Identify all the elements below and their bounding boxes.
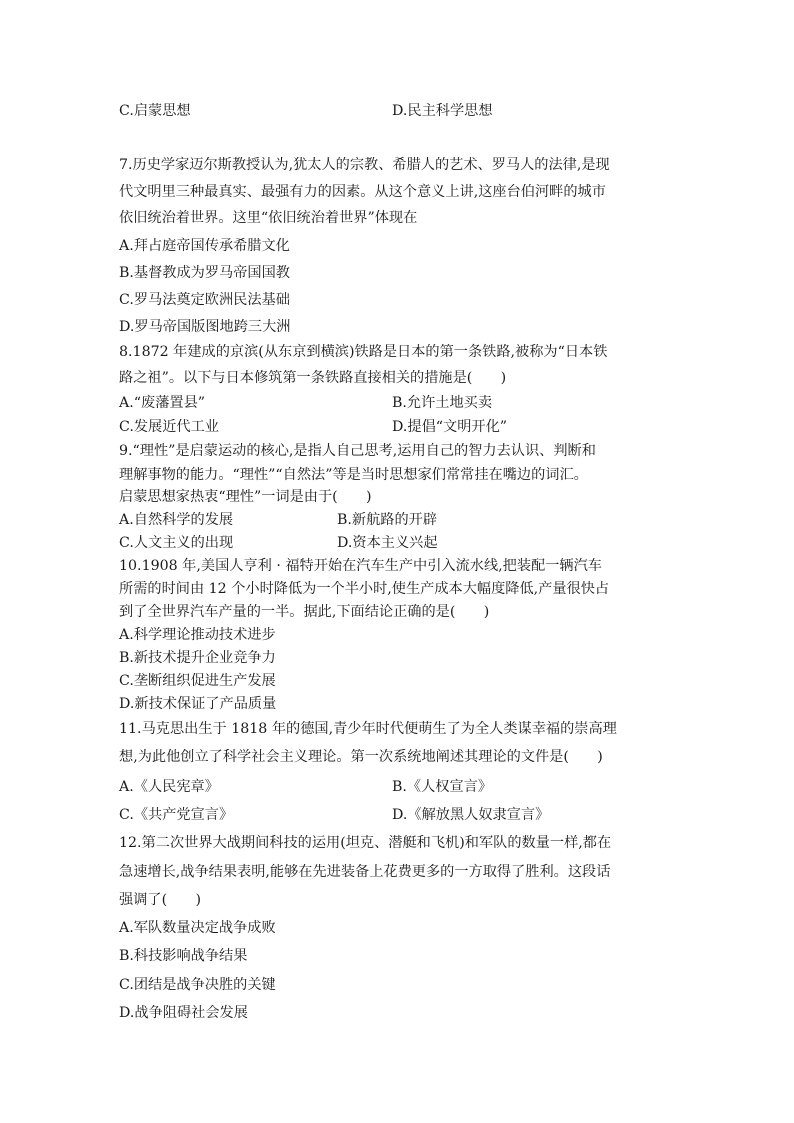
option-c: C.人文主义的出现	[119, 535, 234, 551]
question-text: 10.1908 年,美国人亨利 · 福特开始在汽车生产中引入流水线,把装配一辆汽车	[119, 558, 602, 574]
option-d: D.战争阻碍社会发展	[119, 1005, 248, 1021]
question-text: 理解事物的能力。“理性”“自然法”等是当时思想家们常常挂在嘴边的词汇。	[119, 467, 588, 483]
question-text: 强调了( )	[119, 892, 202, 908]
option-c: C.启蒙思想	[119, 103, 191, 119]
option-d: D.提倡“文明开化”	[392, 419, 508, 435]
option-d: D.新技术保证了产品质量	[119, 696, 277, 712]
option-d: D.资本主义兴起	[337, 535, 438, 551]
option-a: A.“废藩置县”	[119, 395, 206, 411]
option-c: C.发展近代工业	[119, 419, 219, 435]
option-d: D.罗马帝国版图地跨三大洲	[119, 319, 291, 335]
option-d: D.《解放黑人奴隶宣言》	[392, 807, 550, 823]
option-c: C.垄断组织促进生产发展	[119, 673, 276, 689]
option-b: B.新航路的开辟	[337, 512, 438, 528]
option-c: C.罗马法奠定欧洲民法基础	[119, 292, 290, 308]
question-text: 启蒙思想家热衷“理性”一词是由于( )	[119, 489, 372, 505]
question-text: 11.马克思出生于 1818 年的德国,青少年时代便萌生了为全人类谋幸福的崇高理	[119, 721, 617, 737]
option-b: B.科技影响战争结果	[119, 948, 248, 964]
question-text: 急速增长,战争结果表明,能够在先进装备上花费更多的一方取得了胜利。这段话	[119, 864, 611, 880]
option-a: A.自然科学的发展	[119, 512, 234, 528]
question-text: 12.第二次世界大战期间科技的运用(坦克、潜艇和飞机)和军队的数量一样,都在	[119, 835, 612, 851]
question-text: 9.“理性”是启蒙运动的核心,是指人自己思考,运用自己的智力去认识、判断和	[119, 443, 596, 459]
question-text: 依旧统治着世界。这里“依旧统治着世界”体现在	[119, 210, 418, 226]
question-text: 8.1872 年建成的京滨(从东京到横滨)铁路是日本的第一条铁路,被称为“日本铁	[119, 344, 608, 360]
question-text: 7.历史学家迈尔斯教授认为,犹太人的宗教、希腊人的艺术、罗马人的法律,是现	[119, 157, 610, 173]
option-d: D.民主科学思想	[392, 103, 493, 119]
option-b: B.新技术提升企业竞争力	[119, 650, 276, 666]
option-b: B.《人权宣言》	[392, 779, 493, 795]
option-a: A.科学理论推动技术进步	[119, 627, 276, 643]
option-b: B.允许土地买卖	[392, 395, 493, 411]
question-text: 到了全世界汽车产量的一半。据此,下面结论正确的是( )	[119, 604, 490, 620]
question-text: 代文明里三种最真实、最强有力的因素。从这个意义上讲,这座台伯河畔的城市	[119, 184, 606, 200]
option-a: A.《人民宪章》	[119, 779, 219, 795]
option-a: A.军队数量决定战争成败	[119, 920, 276, 936]
option-c: C.团结是战争决胜的关键	[119, 977, 276, 993]
question-text: 路之祖”。以下与日本修筑第一条铁路直接相关的措施是( )	[119, 370, 507, 386]
question-text: 想,为此他创立了科学社会主义理论。第一次系统地阐述其理论的文件是( )	[119, 749, 603, 765]
option-a: A.拜占庭帝国传承希腊文化	[119, 238, 290, 254]
option-c: C.《共产党宣言》	[119, 807, 234, 823]
question-text: 所需的时间由 12 个小时降低为一个半小时,使生产成本大幅度降低,产量很快占	[119, 581, 610, 597]
option-b: B.基督教成为罗马帝国国教	[119, 265, 290, 281]
